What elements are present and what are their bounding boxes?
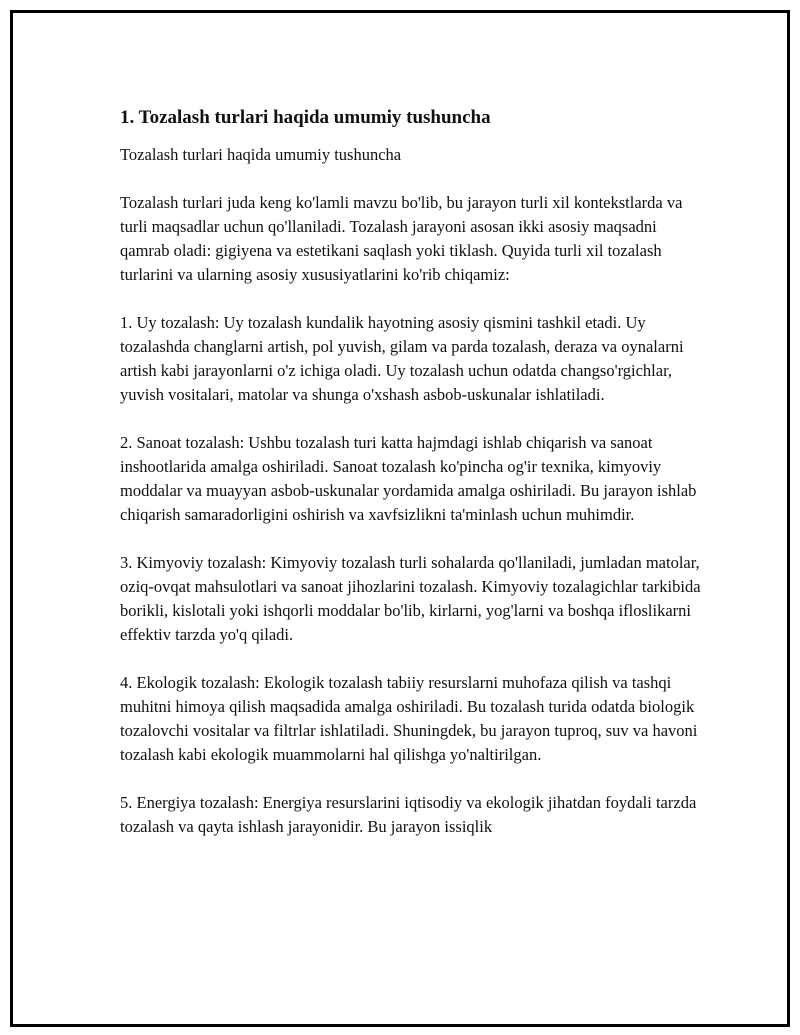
section-heading: 1. Tozalash turlari haqida umumiy tushuncha bbox=[120, 107, 491, 128]
document-body bbox=[120, 105, 710, 863]
paragraph-intro: Tozalash turlari juda keng ko'lamli mavzu bo'lib, bu jarayon turli xil kontekstlarda va turli maqsadlar uchun qo'llaniladi. Tozalash jarayoni asosan ikki asosiy maqsadni qamrab oladi: gigiyena va estetikani saqlash yoki tiklash. Quyida turli xil tozalash turlarini va ularning asosiy xususiyatlarini ko'rib chiqamiz: bbox=[120, 193, 683, 284]
paragraph-industrial-cleaning: 2. Sanoat tozalash: Ushbu tozalash turi katta hajmdagi ishlab chiqarish va sanoat inshootlarida amalga oshiriladi. Sanoat tozalash ko'pincha og'ir texnika, kimyoviy moddalar va muayyan asbob-uskunalar yordamida amalga oshiriladi. Bu jarayon ishlab chiqarish samaradorligini oshirish va xavfsizlikni ta'minlash uchun muhimdir. bbox=[120, 433, 697, 524]
paragraph-energy-cleaning: 5. Energiya tozalash: Energiya resurslarini iqtisodiy va ekologik jihatdan foydali tarzda tozalash va qayta ishlash jarayonidir. Bu jarayon issiqlik bbox=[120, 793, 697, 836]
paragraph-chemical-cleaning: 3. Kimyoviy tozalash: Kimyoviy tozalash turli sohalarda qo'llaniladi, jumladan matolar, oziq-ovqat mahsulotlari va sanoat jihozlarini tozalash. Kimyoviy tozalagichlar tarkibida borikli, kislotali yoki ishqorli moddalar bo'lib, kirlarni, yog'larni va boshqa ifloslikarni effektiv tarzda yo'q qiladi. bbox=[120, 553, 701, 644]
paragraph-home-cleaning: 1. Uy tozalash: Uy tozalash kundalik hayotning asosiy qismini tashkil etadi. Uy tozalashda changlarni artish, pol yuvish, gilam va parda tozalash, deraza va oynalarni artish kabi jarayonlarni o'z ichiga oladi. Uy tozalash uchun odatda changso'rgichlar, yuvish vositalari, matolar va shunga o'xshash asbob-uskunalar ishlatiladi. bbox=[120, 313, 684, 404]
paragraph-ecological-cleaning: 4. Ekologik tozalash: Ekologik tozalash tabiiy resurslarni muhofaza qilish va tashqi muhitni himoya qilish maqsadida amalga oshiriladi. Bu tozalash turida odatda biologik tozalovchi vositalar va filtrlar ishlatiladi. Shuningdek, bu jarayon tuproq, suv va havoni tozalash kabi ekologik muammolarni hal qilishga yo'naltirilgan. bbox=[120, 673, 698, 764]
section-subtitle: Tozalash turlari haqida umumiy tushuncha bbox=[120, 145, 402, 164]
page-frame bbox=[10, 10, 790, 1027]
